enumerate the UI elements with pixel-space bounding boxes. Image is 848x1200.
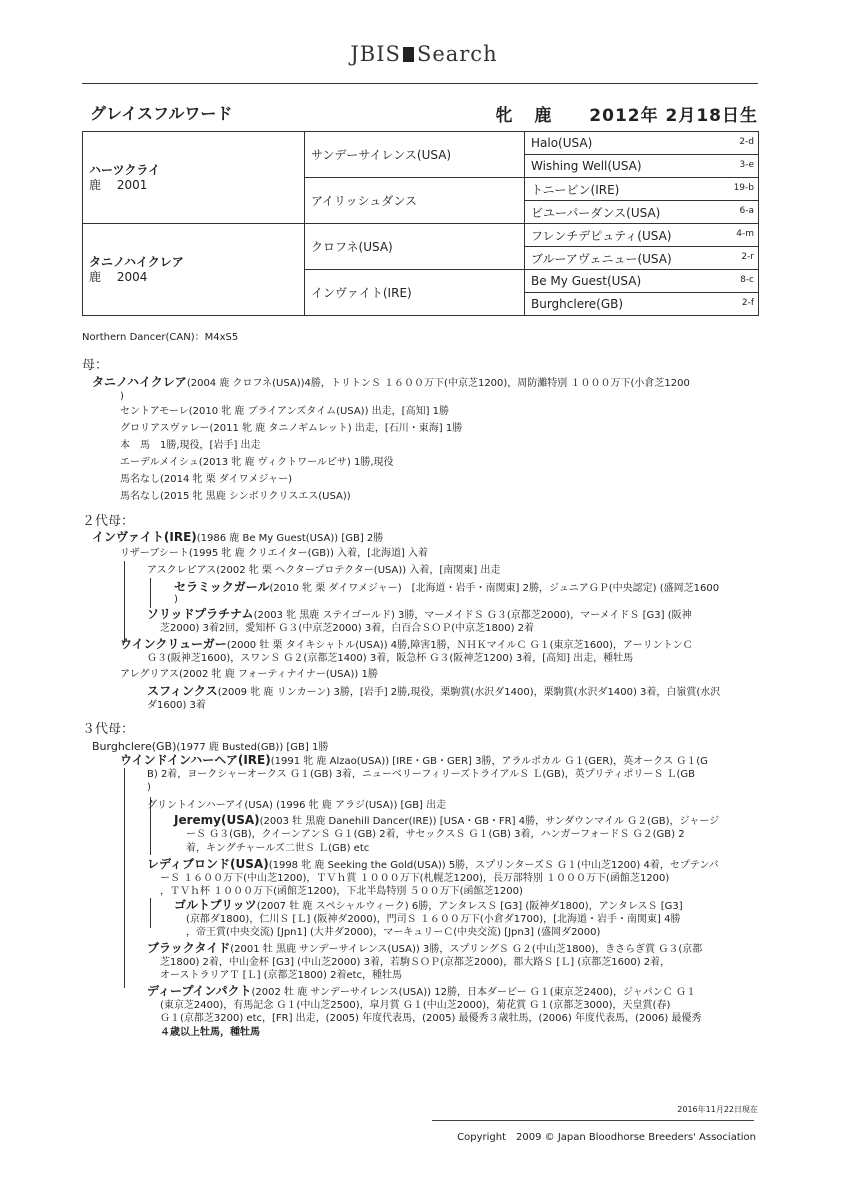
offspring-record: (1991 牝 鹿 Alzao(USA)) [IRE・GB・GER] 3勝，アラルポカル Ｇ１(GER)，英オークス Ｇ１(G [270,756,708,767]
offspring-record-cont: ) [147,782,151,793]
logo-right-text: Search [416,42,498,66]
dam-name-bold: タニノハイクレア [92,375,187,389]
dam-line [92,375,690,391]
sire-cell [83,132,305,224]
offspring-record: (2010 牝 栗 ダイワメジャー) [北海道・岩手・南関東] 2勝，ジュニアＧＰ(中央認定) (盛岡芝1600 [269,583,720,594]
horse-birth: 2012年 2月18日生 [589,106,758,126]
horse-logo-icon [403,47,414,62]
offspring-name-bold: スフィンクス [147,684,218,698]
dam-sire: クロフネ(USA) [305,224,525,270]
ancestor-name: トニービン(IRE) [531,182,620,197]
family-number: 8-c [740,275,754,285]
dam-info: 鹿 2004 [89,269,148,284]
offspring-line: グリントインハーアイ(USA) (1996 牝 鹿 アラジ(USA)) [GB] 出走 [147,800,447,811]
offspring-record-cont: ４歳以上牡馬，種牡馬 [160,1027,260,1038]
offspring-record-cont: ダ1600) 3着 [147,700,206,711]
horse-sex: 牝 [495,106,514,126]
ancestor-cell [525,178,759,201]
dam-cell [83,224,305,316]
tree-line [124,561,125,643]
offspring-record-cont: ーＳ １６００万下(中山芝1200)，ＴＶｈ賞 １０００万下(札幌芝1200)，長万部特別 １０００万下(函館芝1200) [160,873,670,884]
offspring-name-bold: ゴルトブリッツ [174,898,257,912]
offspring-record-cont: 芝2000) 3着2回，愛知杯 Ｇ３(中京芝2000) 3着，白百合ＳＯＰ(中京芝1800) 2着 [160,623,535,634]
offspring-line: アスクレピアス(2002 牝 栗 ヘクタープロテクター(USA)) 入着，[南関東] 出走 [147,565,501,576]
offspring-line: 馬名なし(2015 牝 黒鹿 シンボリクリスエス(USA)) [120,491,351,502]
title-row [90,101,758,125]
ancestor-cell [525,293,759,316]
offspring-record-cont: (京都ダ1800)，仁川Ｓ [Ｌ] (阪神ダ2000)，門司Ｓ １６００万下(小倉ダ1700)，[北海道・岩手・南関東] 4勝 [186,914,681,925]
offspring-record-cont: 芝1800) 2着，中山金杯 [G3] (中山芝2000) 3着，若駒ＳＯＰ(京都芝2000)，都大路Ｓ [Ｌ] (京都芝1600) 2着， [160,957,671,968]
ancestor-cell [525,201,759,224]
ancestor-name: Wishing Well(USA) [531,159,642,173]
offspring-name-bold: レディブロンド(USA) [147,857,269,871]
horse-profile [481,101,758,126]
dam-record-cont: ) [120,391,124,402]
offspring-record: (1998 牝 鹿 Seeking the Gold(USA)) 5勝，スプリンターズＳ Ｇ１(中山芝1200) 4着，セプテンバ [268,860,719,871]
family-number: 3-e [739,160,754,170]
sire-sire: サンデーサイレンス(USA) [305,132,525,178]
tree-line [150,578,151,608]
copyright: Copyright 2009 © Japan Bloodhorse Breeders' Association [457,1132,756,1143]
3rd-dam-name: Burghclere(GB) [92,740,177,753]
offspring-name-bold: ソリッドプラチナム [147,607,254,621]
family-number: 4-m [736,229,754,239]
offspring-record-cont: (東京芝2400)，有馬記念 Ｇ１(中山芝2500)，皐月賞 Ｇ１(中山芝2000)，菊花賞 Ｇ１(京都芝3000)，天皇賞(春) [160,1000,671,1011]
offspring-name-bold: ディープインパクト [147,984,252,998]
offspring-line: リザーブシート(1995 牝 鹿 クリエイター(GB)) 入着，[北海道] 入着 [120,548,429,559]
offspring-name-bold: セラミックガール [174,580,270,594]
offspring-line: 本 馬 1勝,現役，[岩手] 出走 [120,440,261,451]
3rd-dam-record: (1977 鹿 Busted(GB)) [GB] 1勝 [176,742,329,753]
horse-color: 鹿 [534,106,553,126]
horse-name: グレイスフルワード [90,104,233,123]
ancestor-name: ビユーパーダンス(USA) [531,205,661,220]
inbreeding-note: Northern Dancer(CAN)：M4xS5 [82,332,239,343]
logo-left-text: JBIS [350,42,401,66]
ancestor-cell [525,132,759,155]
2nd-dam-record: (1986 鹿 Be My Guest(USA)) [GB] 2勝 [196,533,384,544]
ancestor-name: Halo(USA) [531,136,593,150]
ancestor-name: フレンチデピュティ(USA) [531,228,672,243]
offspring-record-cont: ーＳ Ｇ３(GB)，クイーンアンＳ Ｇ１(GB) 2着，サセックスＳ Ｇ１(GB) 3着，ハンガーフォードＳ Ｇ２(GB) 2 [186,829,685,840]
offspring-record: (2007 牡 鹿 スペシャルウィーク) 6勝，アンタレスＳ [G3] (阪神ダ1800)，アンタレスＳ [G3] [256,901,683,912]
as-of-date: 2016年11月22日現在 [677,1105,758,1114]
family-number: 6-a [739,206,754,216]
offspring-name-bold: ウインクリューガー [120,637,227,651]
jbis-logo [0,42,848,66]
ancestor-name: Burghclere(GB) [531,297,624,311]
2nd-dam-line [92,530,383,546]
offspring-record-cont: ，帝王賞(中央交流) [Jpn1] (大井ダ2000)，マーキュリーＣ(中央交流) [Jpn3] (盛岡ダ2000) [186,927,601,938]
sire-name: ハーツクライ [89,162,161,177]
offspring-record-cont: Ｇ１(京都芝3200) etc，[FR] 出走，(2005) 年度代表馬，(2005) 最優秀３歳牡馬，(2006) 年度代表馬，(2006) 最優秀 [160,1013,702,1024]
ancestor-cell [525,224,759,247]
offspring-record: (2002 牡 鹿 サンデーサイレンス(USA)) 12勝，日本ダービー Ｇ１(東京芝2400)，ジャパンＣ Ｇ１ [251,987,696,998]
offspring-record: (2003 牡 黒鹿 Danehill Dancer(IRE)) [USA・GB・FR] 4勝，サンダウンマイル Ｇ２(GB)，ジャージ [259,816,720,827]
offspring-record-cont: 着，キングチャールズ二世Ｓ Ｌ(GB) etc [186,843,370,854]
tree-line [150,898,151,928]
sire-info: 鹿 2001 [89,177,148,192]
section-dam-heading: 母： [82,358,109,373]
family-number: 19-b [733,183,754,193]
offspring-name-bold: ブラックタイド [147,941,231,955]
section-2nd-dam-heading: ２代母： [82,514,135,529]
sire-dam: アイリッシュダンス [305,178,525,224]
offspring-record: (2000 牡 栗 タイキシャトル(USA)) 4勝,障害1勝，ＮＨＫマイルＣ Ｇ１(東京芝1600)，アーリントンＣ [226,640,693,651]
family-number: 2-f [741,298,754,308]
footer-divider [432,1120,754,1121]
offspring-record-cont: オーストラリアＴ [Ｌ] (京都芝1800) 2着etc，種牡馬 [160,970,403,981]
offspring-line [174,580,719,596]
offspring-name-bold: Jeremy(USA) [174,813,260,827]
offspring-line: エーデルメイシュ(2013 牝 鹿 ヴィクトワールピサ) 1勝,現役 [120,457,394,468]
2nd-dam-name: インヴァイト(IRE) [92,530,197,544]
offspring-line: グロリアスヴァレー(2011 牝 鹿 タニノギムレット) 出走，[石川・東海] 1勝 [120,423,463,434]
offspring-record: (2009 牝 鹿 リンカーン) 3勝，[岩手] 2勝,現役，栗駒賞(水沢ダ1400)，栗駒賞(水沢ダ1400) 3着，白嶺賞(水沢 [217,687,721,698]
offspring-record: (2001 牡 黒鹿 サンデーサイレンス(USA)) 3勝，スプリングＳ Ｇ２(中山芝1800)，きさらぎ賞 Ｇ３(京都 [230,944,703,955]
ancestor-cell [525,247,759,270]
family-number: 2-r [741,252,754,262]
family-number: 2-d [739,137,754,147]
offspring-record-cont: ) [174,594,178,605]
offspring-record-cont: B) 2着，ヨークシャーオークス Ｇ１(GB) 3着，ニューベリーフィリーズトライアルＳ Ｌ(GB)，英プリティポリーＳ Ｌ(GB [147,769,696,780]
header-divider [82,83,758,84]
section-3rd-dam-heading: ３代母： [82,722,135,737]
offspring-record-cont: ，ＴＶｈ杯 １０００万下(函館芝1200)，下北半島特別 ５００万下(函館芝1200) [160,886,523,897]
offspring-line: セントアモーレ(2010 牝 鹿 ブライアンズタイム(USA)) 出走，[高知] 1勝 [120,406,450,417]
offspring-name-bold: ウインドインハーヘア(IRE) [120,753,271,767]
offspring-record: (2003 牝 黒鹿 ステイゴールド) 3勝，マーメイドＳ Ｇ３(京都芝2000)，マーメイドＳ [G3] (阪神 [253,610,692,621]
ancestor-cell [525,270,759,293]
ancestor-cell [525,155,759,178]
offspring-record-cont: Ｇ３(阪神芝1600)，スワンＳ Ｇ２(京都芝1400) 3着，阪急杯 Ｇ３(阪神芝1200) 3着，[高知] 出走，種牡馬 [147,653,634,664]
dam-name: タニノハイクレア [89,254,184,269]
dam-dam: インヴァイト(IRE) [305,270,525,316]
ancestor-name: Be My Guest(USA) [531,274,642,288]
offspring-line [147,684,720,700]
dam-record: (2004 鹿 クロフネ(USA))4勝，トリトンＳ １６００万下(中京芝1200)，周防灘特別 １０００万下(小倉芝1200 [186,378,690,389]
pedigree-table [82,131,759,316]
tree-line [124,768,125,988]
offspring-line: アレグリアス(2002 牝 鹿 フォーティナイナー(USA)) 1勝 [120,669,378,680]
offspring-line: 馬名なし(2014 牝 栗 ダイワメジャー) [120,474,293,485]
ancestor-name: ブルーアヴェニュー(USA) [531,251,672,266]
